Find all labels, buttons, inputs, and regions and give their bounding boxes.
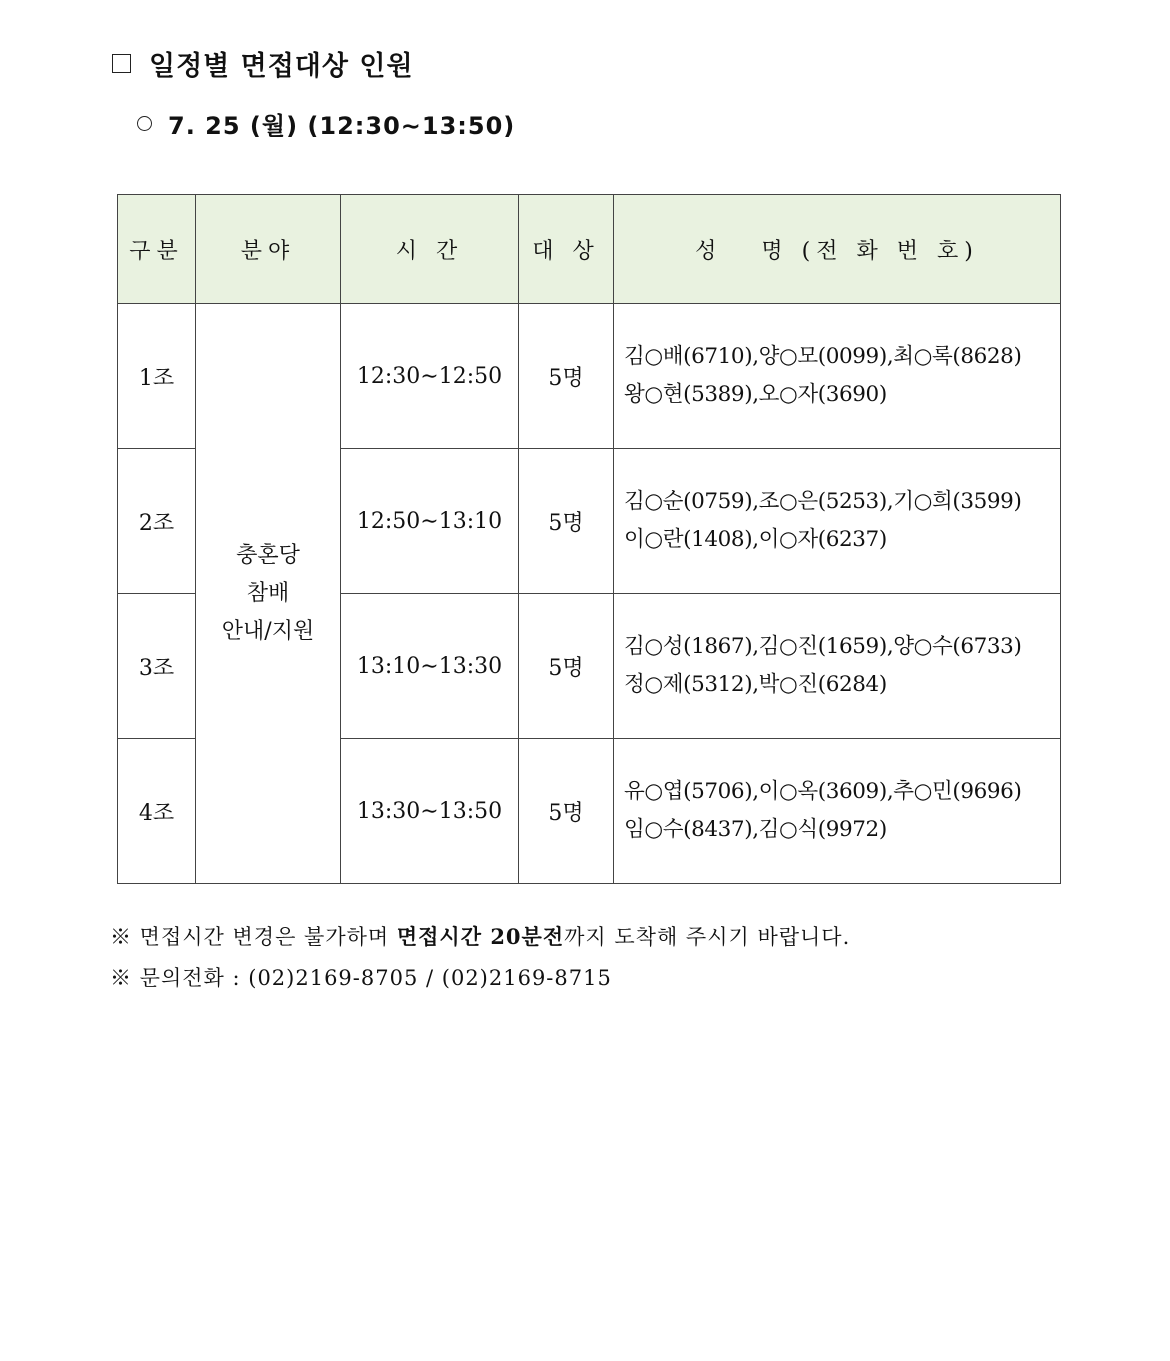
time-cell: 12:30∼12:50	[341, 304, 519, 449]
header-names: 성 명 (전 화 번 호)	[614, 195, 1061, 304]
names-line: 김○성(1867),김○진(1659),양○수(6733)	[624, 634, 1022, 659]
field-line: 참배	[246, 580, 290, 606]
group-cell: 4조	[118, 739, 196, 884]
page-heading	[112, 44, 414, 83]
names-cell	[614, 304, 1061, 449]
square-bullet-icon	[112, 54, 131, 73]
time-cell: 12:50∼13:10	[341, 449, 519, 594]
count-cell: 5명	[519, 304, 614, 449]
names-line: 김○배(6710),양○모(0099),최○록(8628)	[624, 344, 1022, 369]
names-cell	[614, 739, 1061, 884]
schedule-date-heading	[137, 106, 515, 141]
interview-schedule-table	[117, 194, 1061, 884]
field-cell	[196, 304, 341, 884]
time-cell: 13:10∼13:30	[341, 594, 519, 739]
group-cell: 2조	[118, 449, 196, 594]
names-cell	[614, 594, 1061, 739]
header-count: 대 상	[519, 195, 614, 304]
count-cell: 5명	[519, 594, 614, 739]
arrival-note-suffix: 까지 도착해 주시기 바랍니다.	[564, 925, 851, 949]
arrival-note	[110, 922, 850, 963]
header-field: 분야	[196, 195, 341, 304]
notes-section	[110, 922, 850, 1004]
names-cell	[614, 449, 1061, 594]
names-line: 유○엽(5706),이○옥(3609),추○민(9696)	[624, 779, 1022, 804]
names-line: 임○수(8437),김○식(9972)	[624, 817, 887, 842]
table-header-row	[118, 195, 1061, 304]
group-cell: 1조	[118, 304, 196, 449]
count-cell: 5명	[519, 739, 614, 884]
field-line: 안내/지원	[221, 618, 315, 644]
contact-note: ※ 문의전화 : (02)2169-8705 / (02)2169-8715	[110, 966, 612, 990]
names-line: 김○순(0759),조○은(5253),기○희(3599)	[624, 489, 1022, 514]
arrival-note-emphasis: 면접시간 20분전	[396, 924, 565, 949]
field-line: 충혼당	[236, 542, 300, 568]
group-cell: 3조	[118, 594, 196, 739]
header-time: 시 간	[341, 195, 519, 304]
heading-title: 일정별 면접대상 인원	[149, 51, 414, 82]
schedule-date-text: 7. 25 (월) (12:30∼13:50)	[168, 112, 516, 140]
count-cell: 5명	[519, 449, 614, 594]
circle-bullet-icon	[137, 116, 152, 131]
names-line: 왕○현(5389),오○자(3690)	[624, 382, 887, 407]
arrival-note-prefix: ※ 면접시간 변경은 불가하며	[110, 925, 397, 949]
time-cell: 13:30∼13:50	[341, 739, 519, 884]
table-row	[118, 304, 1061, 449]
names-line: 이○란(1408),이○자(6237)	[624, 527, 887, 552]
names-line: 정○제(5312),박○진(6284)	[624, 672, 887, 697]
header-group: 구분	[118, 195, 196, 304]
